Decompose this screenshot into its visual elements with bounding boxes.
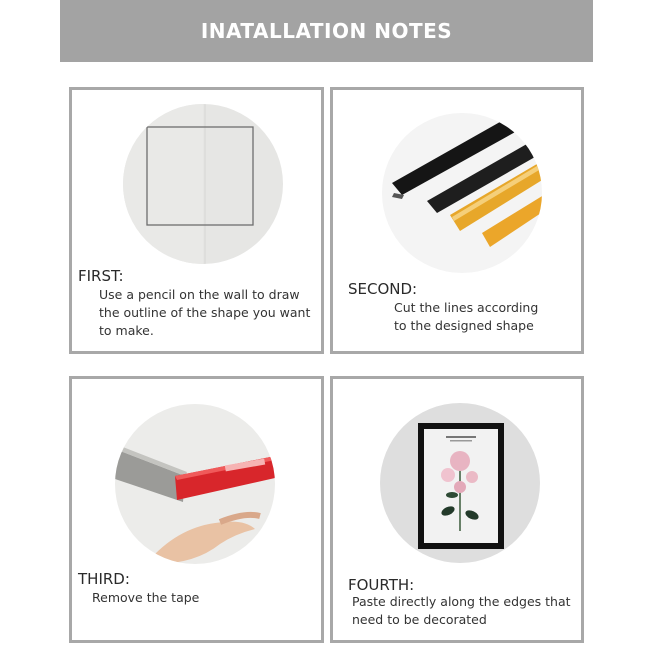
step-panel-first xyxy=(69,87,324,354)
desc-line: to the designed shape xyxy=(394,318,534,333)
desc-line: Use a pencil on the wall to draw xyxy=(99,287,300,302)
step-panel-fourth xyxy=(330,376,584,643)
header-banner xyxy=(60,0,593,62)
trim-strips-image xyxy=(382,113,542,273)
step-panel-second xyxy=(330,87,584,354)
desc-line: Remove the tape xyxy=(92,590,200,605)
step-description xyxy=(99,286,310,340)
page-title: INATALLATION NOTES xyxy=(200,19,453,43)
desc-line: Paste directly along the edges that xyxy=(352,594,571,609)
step-description xyxy=(92,589,199,607)
framed-picture-image xyxy=(380,403,540,563)
desc-line: to make. xyxy=(99,323,154,338)
step-heading: FIRST: xyxy=(78,267,124,285)
desc-line: the outline of the shape you want xyxy=(99,305,311,320)
desc-line: Cut the lines according xyxy=(394,300,539,315)
step-description xyxy=(352,593,571,629)
step-description xyxy=(394,299,538,335)
step-heading: FOURTH: xyxy=(348,576,415,594)
step-panel-third xyxy=(69,376,324,643)
tape-removal-image xyxy=(115,404,275,564)
wall-outline-image xyxy=(123,104,283,264)
step-heading: THIRD: xyxy=(78,570,130,588)
desc-line: need to be decorated xyxy=(352,612,487,627)
step-heading: SECOND: xyxy=(348,280,418,298)
